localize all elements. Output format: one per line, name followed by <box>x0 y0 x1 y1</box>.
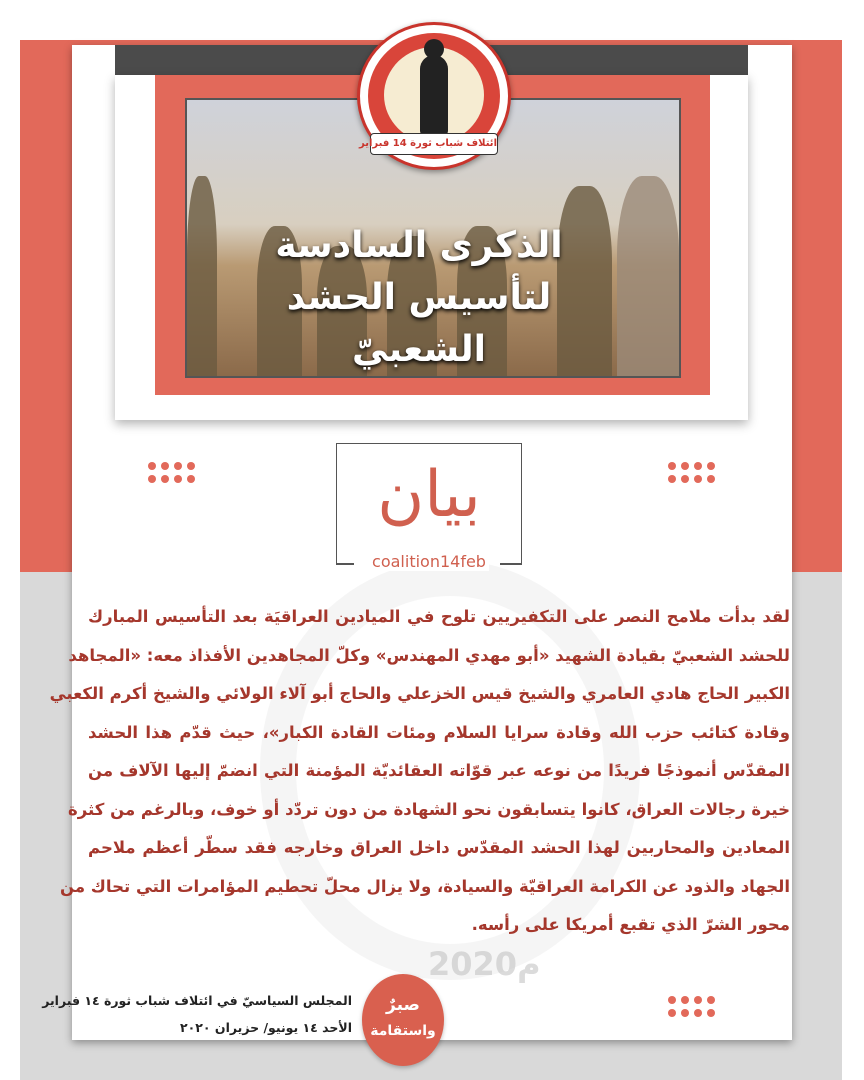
body-line: المقدّس أنموذجًا فريدًا من نوعه عبر قوّاته العقائديّة المؤمنة التي انضمّ إليها الآلاف من <box>88 761 790 780</box>
statement-handle <box>336 552 522 572</box>
body-line: للحشد الشعبيّ بقيادة الشهيد «أبو مهدي المهندس» وكلّ المجاهدين الأفذاذ معه: «المجاهد <box>68 645 790 665</box>
signature-date: الأحد ١٤ يونيو/ حزيران ٢٠٢٠ <box>180 1020 352 1035</box>
title-line: الشعبيّ <box>352 329 486 370</box>
signature-org: المجلس السياسيّ في ائتلاف شباب ثورة ١٤ فبراير <box>42 993 352 1008</box>
body-line: خيرة رجالات العراق، كانوا يتسابقون نحو الشهادة من دون تردّد أو خوف، وبالرغم من كثرة <box>68 799 790 819</box>
header-title <box>269 220 569 376</box>
fist-icon <box>420 55 448 135</box>
statement-body <box>49 598 790 945</box>
seal-text: واستقامة <box>370 1023 436 1039</box>
body-line: الكبير الحاج هادي العامري والشيخ قيس الخزعلي والحاج أبو آلاء الولائي والشيخ أكرم الكعبي <box>49 684 790 703</box>
coalition-logo <box>357 22 511 170</box>
body-line: الجهاد والذود عن الكرامة العراقيّة والسيادة، ولا يزال محلّ تحطيم المؤامرات التي تحاك من <box>59 876 790 896</box>
body-line: محور الشرّ الذي تقبع أمريكا على رأسه. <box>471 915 790 934</box>
photo-figure <box>617 176 679 376</box>
photo-figure <box>187 176 217 376</box>
watermark-year: 2020م <box>428 945 541 983</box>
title-line: الذكرى السادسة <box>275 225 563 266</box>
dots-decoration <box>668 996 715 1017</box>
body-line: المعادين والمحاربين لهذا الحشد المقدّس داخل العراق وخارجه فقد سطّر أعظم ملاحم <box>88 838 790 857</box>
seal-text: صبرٌ <box>386 995 420 1015</box>
seal-logo <box>362 974 444 1066</box>
statement-title: بيان <box>377 458 481 532</box>
dots-decoration <box>668 462 715 483</box>
dots-decoration <box>148 462 195 483</box>
statement-handle-text: coalition14feb <box>369 552 489 571</box>
logo-banner: ائتلاف شباب ثورة 14 فبراير <box>370 133 498 155</box>
title-line: لتأسيس الحشد <box>286 277 552 318</box>
body-line: وقادة كتائب حزب الله وقادة سرايا السلام ومئات القادة الكبار»، حيث قدّم هذا الحشد <box>88 722 790 742</box>
body-line: لقد بدأت ملامح النصر على التكفيريين تلوح في الميادين العراقيَة بعد التأسيس المبارك <box>88 607 790 626</box>
